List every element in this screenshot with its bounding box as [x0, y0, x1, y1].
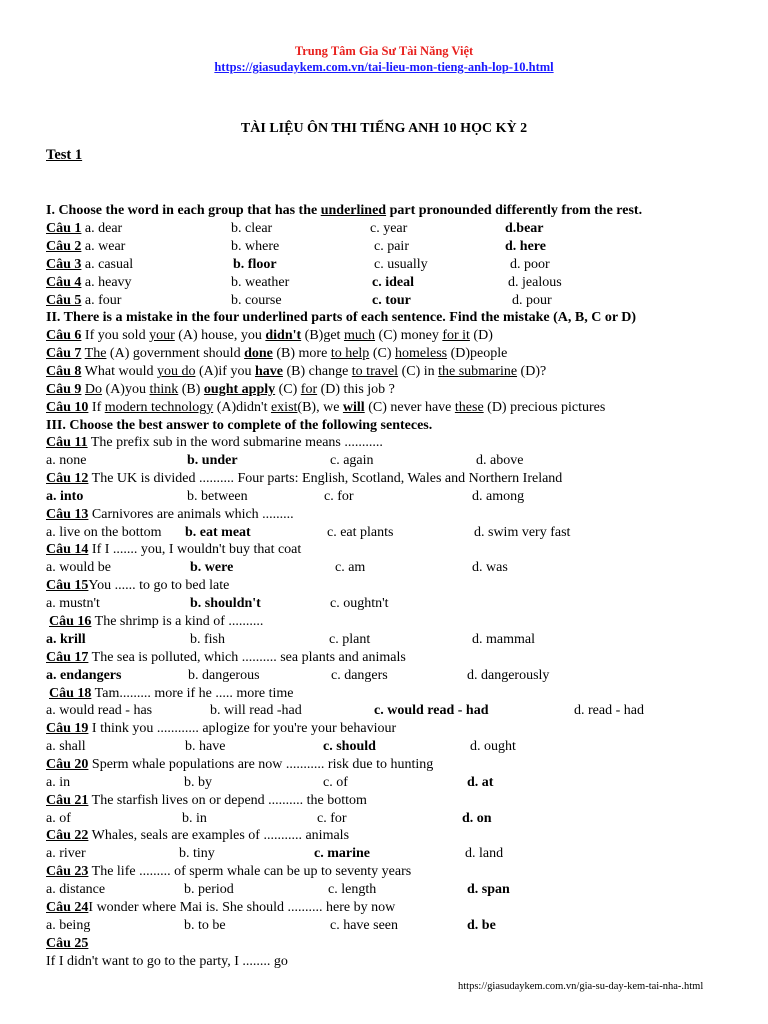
- q4-option-b: b. weather: [231, 275, 290, 290]
- question-5: Câu 5 a. four: [46, 293, 122, 308]
- q20-option-a: a. in: [46, 775, 71, 790]
- section-3-heading: III. Choose the best answer to complete of the following senteces.: [46, 418, 433, 433]
- question-10: Câu 10 If modern technology (A)didn't exist(B), we will (C) never have these (D) precious pictures: [46, 400, 606, 415]
- q13-option-d: d. swim very fast: [474, 525, 571, 540]
- q14-option-b: b. were: [190, 560, 234, 575]
- test-heading: Test 1: [46, 147, 83, 163]
- q18-option-a: a. would read - has: [46, 703, 153, 718]
- q12-option-d: d. among: [472, 489, 525, 504]
- q1-option-d: d.bear: [505, 221, 544, 236]
- q13-option-c: c. eat plants: [327, 525, 394, 540]
- question-16: Câu 16 The shrimp is a kind of ..........: [49, 614, 264, 629]
- footer-link[interactable]: https://giasudaykem.com.vn/gia-su-day-kem-tai-nha-.html: [458, 981, 704, 992]
- q4-option-c: c. ideal: [372, 275, 414, 290]
- q24-option-d: d. be: [467, 918, 496, 933]
- question-13: Câu 13 Carnivores are animals which .........: [46, 507, 294, 522]
- section-2-heading: II. There is a mistake in the four underlined parts of each sentence. Find the mistake (A, B, C or D): [46, 310, 637, 325]
- q13-option-a: a. live on the bottom: [46, 525, 162, 540]
- q15-option-b: b. shouldn't: [190, 596, 261, 611]
- q23-option-b: b. period: [184, 882, 234, 897]
- q19-option-c: c. should: [323, 739, 376, 754]
- q2-option-b: b. where: [231, 239, 280, 254]
- header-link[interactable]: https://giasudaykem.com.vn/tai-lieu-mon-tieng-anh-lop-10.html: [214, 60, 554, 74]
- q12-option-a: a. into: [46, 489, 84, 504]
- q20-option-d: d. at: [467, 775, 494, 790]
- q14-option-d: d. was: [472, 560, 508, 575]
- q3-option-b: b. floor: [233, 257, 277, 272]
- q15-option-a: a. mustn't: [46, 596, 100, 611]
- q20-option-c: c. of: [323, 775, 348, 790]
- q13-option-b: b. eat meat: [185, 525, 251, 540]
- q3-option-c: c. usually: [374, 257, 428, 272]
- question-8: Câu 8 What would you do (A)if you have (B) change to travel (C) in the submarine (D)?: [46, 364, 547, 379]
- q19-option-a: a. shall: [46, 739, 86, 754]
- q16-option-d: d. mammal: [472, 632, 535, 647]
- q22-option-b: b. tiny: [179, 846, 215, 861]
- question-11: Câu 11 The prefix sub in the word submarine means ...........: [46, 435, 383, 450]
- q23-option-c: c. length: [328, 882, 377, 897]
- q23-option-a: a. distance: [46, 882, 106, 897]
- q21-option-d: d. on: [462, 811, 492, 826]
- q12-option-c: c. for: [324, 489, 354, 504]
- q11-option-c: c. again: [330, 453, 374, 468]
- question-6: Câu 6 If you sold your (A) house, you didn't (B)get much (C) money for it (D): [46, 328, 493, 343]
- question-25-text: If I didn't want to go to the party, I ........ go: [46, 954, 288, 969]
- q22-option-a: a. river: [46, 846, 86, 861]
- question-20: Câu 20 Sperm whale populations are now ........... risk due to hunting: [46, 757, 434, 772]
- q14-option-c: c. am: [335, 560, 366, 575]
- q1-option-c: c. year: [370, 221, 408, 236]
- q24-option-a: a. being: [46, 918, 91, 933]
- question-3: Câu 3 a. casual: [46, 257, 134, 272]
- question-25-label: Câu 25: [46, 936, 89, 951]
- q5-option-d: d. pour: [512, 293, 552, 308]
- q22-option-d: d. land: [465, 846, 504, 861]
- question-9: Câu 9 Do (A)you think (B) ought apply (C) for (D) this job ?: [46, 382, 395, 397]
- question-23: Câu 23 The life ......... of sperm whale can be up to seventy years: [46, 864, 412, 879]
- q19-option-d: d. ought: [470, 739, 516, 754]
- question-18: Câu 18 Tam......... more if he ..... more time: [49, 686, 294, 701]
- q5-option-b: b. course: [231, 293, 282, 308]
- q17-option-b: b. dangerous: [188, 668, 260, 683]
- q18-option-d: d. read - had: [574, 703, 644, 718]
- q11-option-a: a. none: [46, 453, 87, 468]
- q15-option-c: c. oughtn't: [330, 596, 389, 611]
- q17-option-d: d. dangerously: [467, 668, 550, 683]
- q24-option-b: b. to be: [184, 918, 226, 933]
- question-2: Câu 2 a. wear: [46, 239, 126, 254]
- question-19: Câu 19 I think you ............ aplogize for you're your behaviour: [46, 721, 397, 736]
- question-17: Câu 17 The sea is polluted, which .......... sea plants and animals: [46, 650, 406, 665]
- q21-option-a: a. of: [46, 811, 71, 826]
- q11-option-b: b. under: [187, 453, 238, 468]
- q1-option-b: b. clear: [231, 221, 273, 236]
- q23-option-d: d. span: [467, 882, 510, 897]
- document-title: TÀI LIỆU ÔN THI TIẾNG ANH 10 HỌC KỲ 2: [240, 121, 528, 136]
- q21-option-c: c. for: [317, 811, 347, 826]
- question-24: Câu 24I wonder where Mai is. She should .......... here by now: [46, 900, 396, 915]
- q12-option-b: b. between: [187, 489, 248, 504]
- center-name: Trung Tâm Gia Sư Tài Năng Việt: [294, 44, 474, 58]
- q3-option-d: d. poor: [510, 257, 550, 272]
- q22-option-c: c. marine: [314, 846, 370, 861]
- q11-option-d: d. above: [476, 453, 524, 468]
- section-1-heading: I. Choose the word in each group that has the underlined part pronounded differently from the rest.: [46, 203, 643, 218]
- q2-option-d: d. here: [505, 239, 546, 254]
- q20-option-b: b. by: [184, 775, 212, 790]
- q21-option-b: b. in: [182, 811, 207, 826]
- question-1: Câu 1 a. dear: [46, 221, 123, 236]
- q18-option-c: c. would read - had: [374, 703, 489, 718]
- q19-option-b: b. have: [185, 739, 226, 754]
- question-22: Câu 22 Whales, seals are examples of ........... animals: [46, 828, 350, 843]
- q16-option-a: a. krill: [46, 632, 86, 647]
- q24-option-c: c. have seen: [330, 918, 399, 933]
- question-14: Câu 14 If I ....... you, I wouldn't buy that coat: [46, 542, 302, 557]
- q4-option-d: d. jealous: [508, 275, 562, 290]
- q16-option-b: b. fish: [190, 632, 225, 647]
- q5-option-c: c. tour: [372, 293, 411, 308]
- q17-option-a: a. endangers: [46, 668, 122, 683]
- q14-option-a: a. would be: [46, 560, 111, 575]
- q17-option-c: c. dangers: [331, 668, 388, 683]
- question-21: Câu 21 The starfish lives on or depend .......... the bottom: [46, 793, 367, 808]
- q18-option-b: b. will read -had: [210, 703, 302, 718]
- question-15: Câu 15You ...... to go to bed late: [46, 578, 230, 593]
- question-12: Câu 12 The UK is divided .......... Four parts: English, Scotland, Wales and Northern Ireland: [46, 471, 563, 486]
- question-4: Câu 4 a. heavy: [46, 275, 132, 290]
- question-7: Câu 7 The (A) government should done (B) more to help (C) homeless (D)people: [46, 346, 508, 361]
- q16-option-c: c. plant: [329, 632, 371, 647]
- q2-option-c: c. pair: [374, 239, 409, 254]
